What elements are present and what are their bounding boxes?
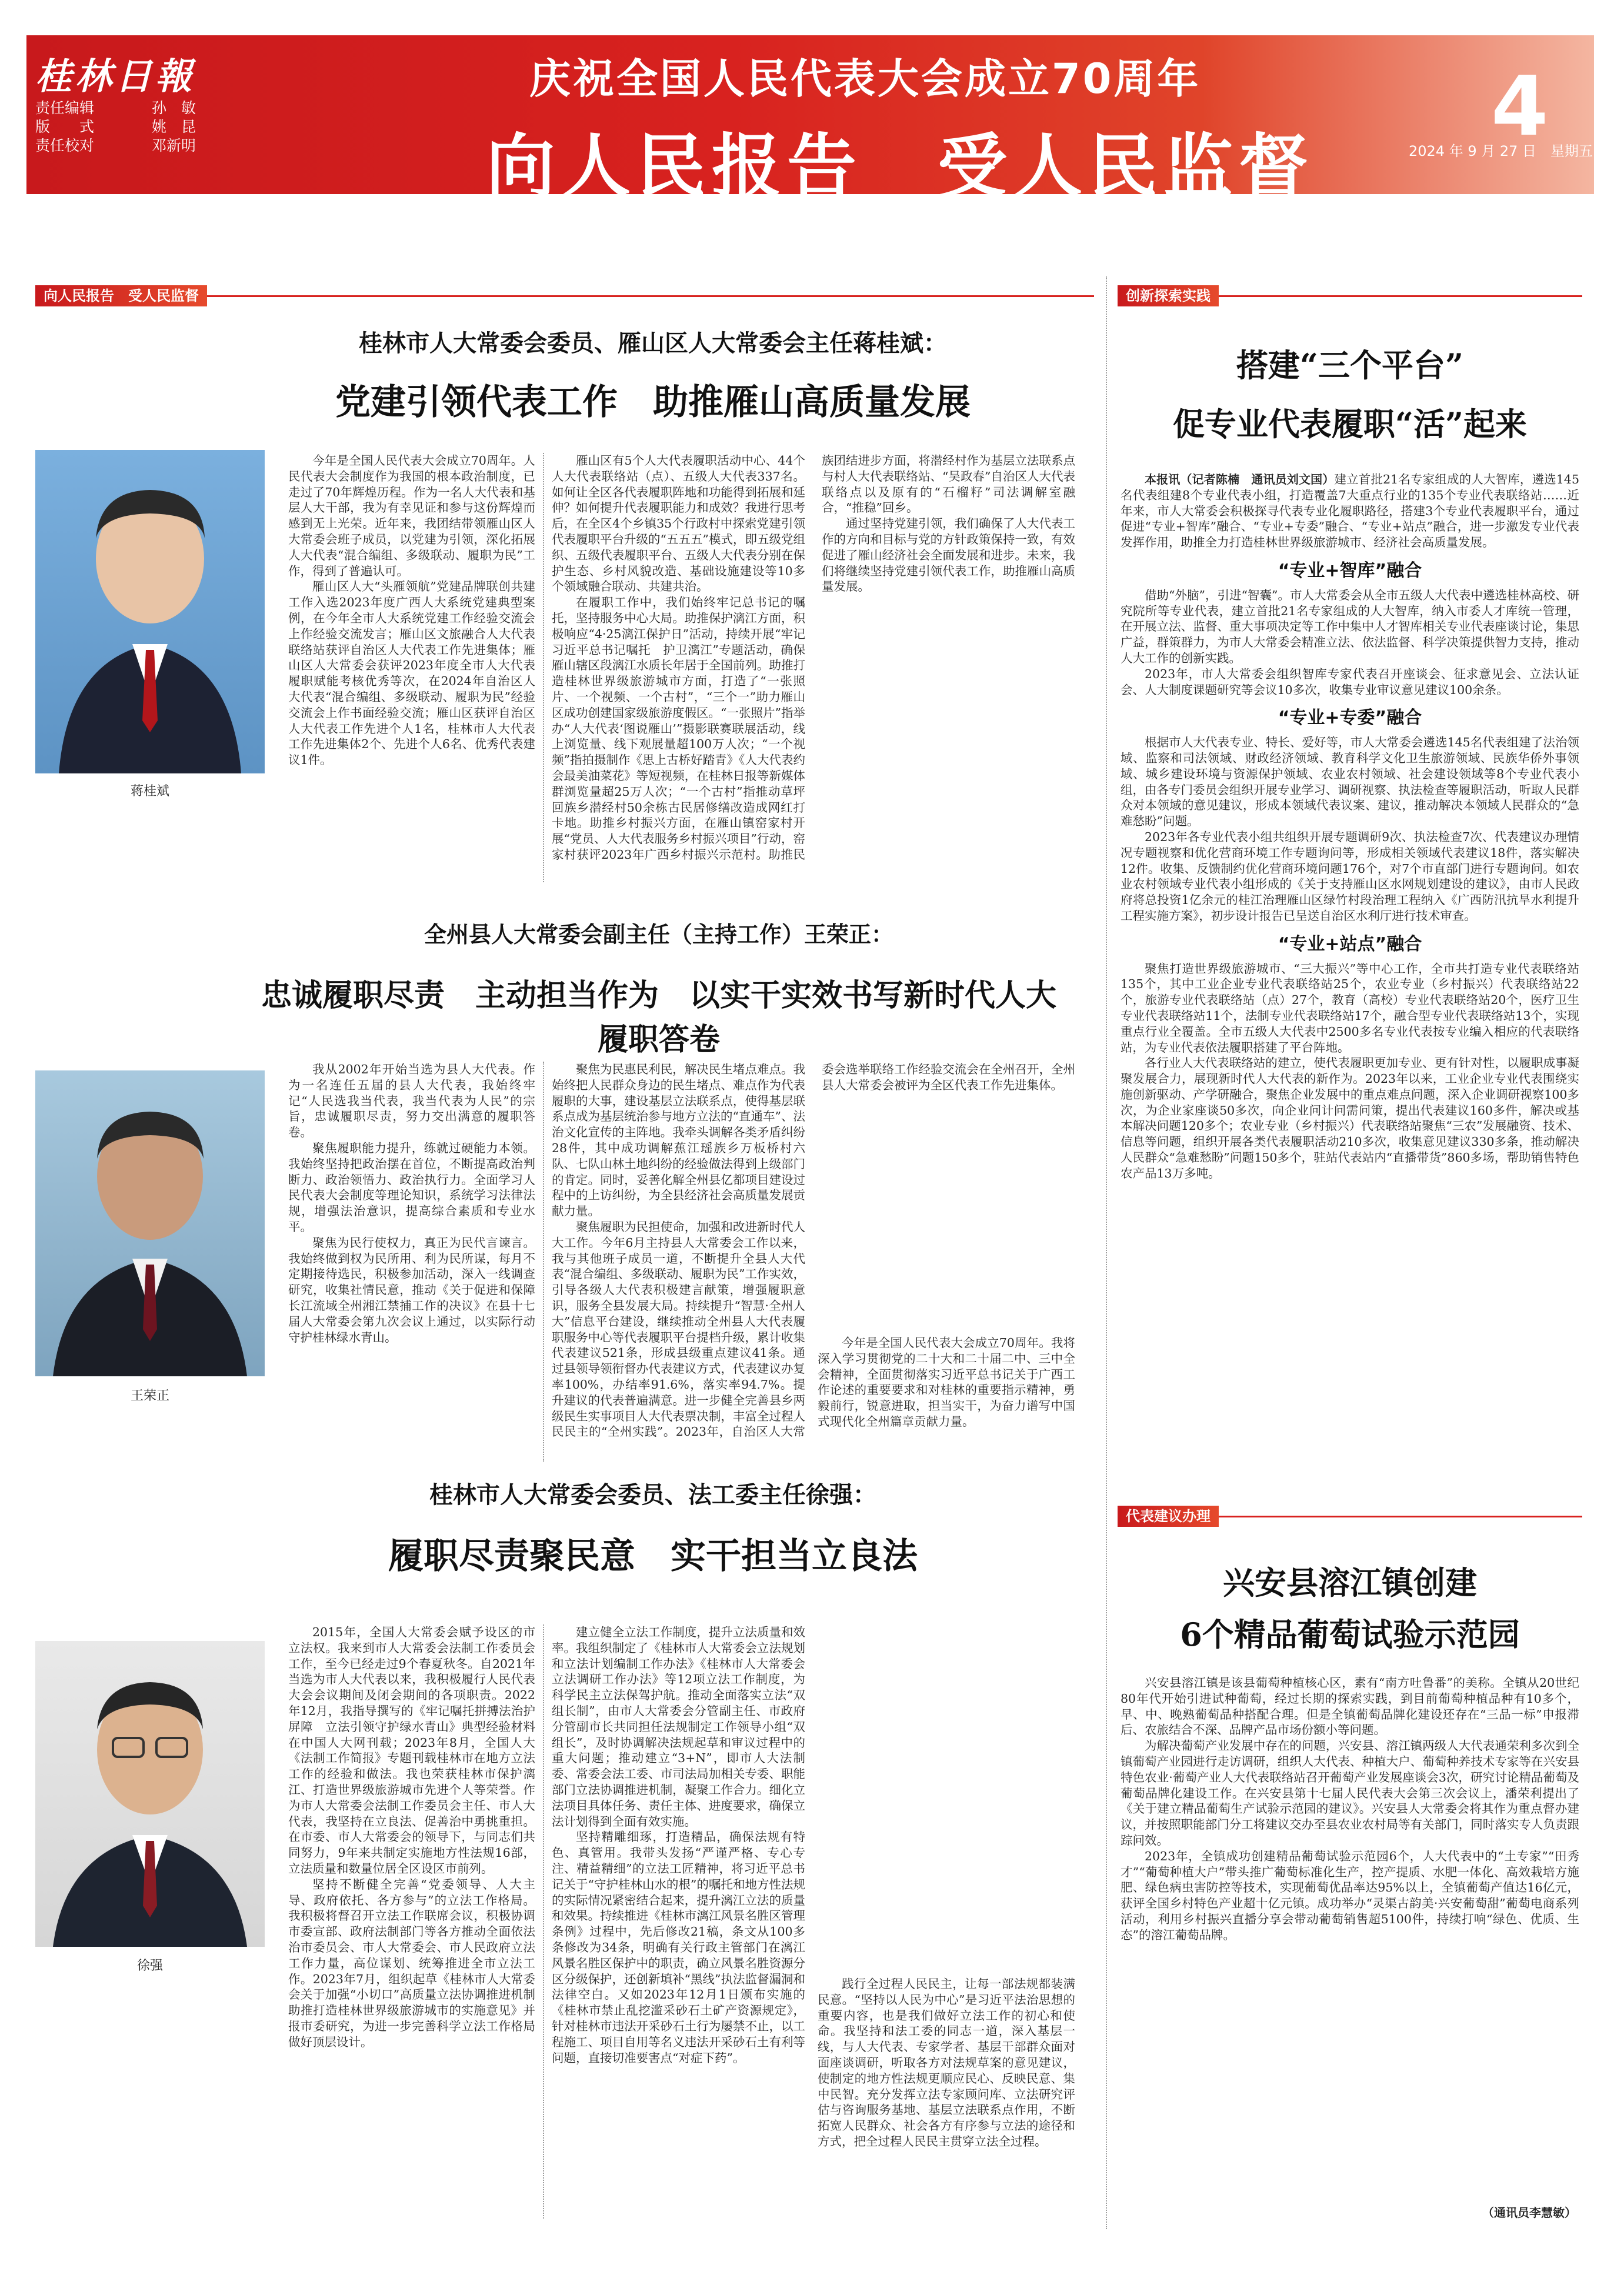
article4-subhead-3: “专业+站点”融合 — [1278, 933, 1422, 955]
paragraph: 在履职工作中，我们始终牢记总书记的嘱托，坚持服务中心大局。助推保护漓江方面，积极响应“4·25漓江保护日”活动，持续开展“牢记习近平总书记嘱托 护卫漓江”专题活动，确保雁山辖区段漓江水质长年居于全国前列。助推打造桂林世界级旅游城市方面，打造了“一张照片、一个视频、一个古村”，“三个一”助力雁山区成功创建国家级旅游度假区。“一张照片”指举办“人大代表‘图说雁山’”摄影联赛联展活动，线上浏览量、线下观展量超100万人次；“一个视频”指拍摄制作《思上古桥好踏青》《人大代表约会最美油菜花》等短视频，在桂林日报等新媒体群浏览量超25万人次；“一个古村”指推动草坪回族乡潜经村50余栋古民居修缮改造成网红打卡地。助推乡村振兴方面，在雁山镇窑家村开展“党员、人大代表服务乡村振兴项目”行动，窑家村获评2023年广西乡村振兴示范村。助推民族团结进步方面，将潜经村作为基层立法联系点与村人大代表联络站、“吴政春”自治区人大代表联络点以及原有的“石榴籽”司法调解室融合，“推稳”回乡。 — [552, 453, 1075, 862]
article3-photo-caption: 徐强 — [136, 1959, 163, 1973]
staff-row: 责任校对 邓新明 — [35, 137, 196, 154]
column-separator — [1106, 276, 1107, 2229]
article2-photo — [35, 1070, 265, 1376]
paragraph: 聚焦为民惠民利民，解决民生堵点难点。我始终把人民群众身边的民生堵点、难点作为代表履职的大事，建设基层立法联系点，使得基层联系点成为基层统治参与地方立法的“直通车”、法治文化宣传的主阵地。我牵头调解各类矛盾纠纷28件，其中成功调解蕉江瑶族乡万板桥村六队、七队山林土地纠纷的经验做法得到上级部门的肯定。同时，妥善化解全州县亿都项目建设过程中的上访纠纷，为全县经济社会高质量发展贡献力量。 — [552, 1062, 805, 1219]
paragraph: 我从2002年开始当选为县人大代表。作为一名连任五届的县人大代表，我始终牢记“人民选我当代表，我当代表为人民”的宗旨，忠诚履职尽责，努力交出满意的履职答卷。 — [288, 1062, 535, 1140]
paragraph: 践行全过程人民民主，让每一部法规都装满民意。“坚持以人民为中心”是习近平法治思想的重要内容，也是我们做好立法工作的初心和使命。我坚持和法工委的同志一道，深入基层一线，与人大代表、专家学者、基层干部群众面对面座谈调研，听取各方对法规草案的意见建议，使制定的地方性法规更顺应民心、反映民意、集中民智。充分发挥立法专家顾问库、立法研究评估与咨询服务基地、基层立法联系点作用，不断拓宽人民群众、社会各方有序参与立法的途径和方式，把全过程人民民主贯穿立法全过程。 — [818, 1977, 1075, 2149]
paragraph: 建立健全立法工作制度，提升立法质量和效率。我组织制定了《桂林市人大常委会立法规划和立法计划编制工作办法》《桂林市人大常委会立法调研工作办法》等12项立法工作制度，为科学民主立法保驾护航。推动全面落实立法“双组长制”，由市人大常委会分管副主任、市政府分管副市长共同担任法规制定工作领导小组“双组长”，及时协调解决法规起草和审议过程中的重大问题；推动建立“3+N”，即市人大法制委、常委会法工委、市司法局加相关专委、职能部门立法协调推进机制，凝聚工作合力。细化立法项目具体任务、责任主体、进度要求，确保立法计划得到全面有效实施。 — [552, 1625, 805, 1829]
staff-row: 责任编辑 孙 敏 — [35, 99, 196, 116]
paragraph: 坚持不断健全完善“党委领导、人大主导、政府依托、各方参与”的立法工作格局。我积极将督召开立法工作联席会议，积极协调市委宣部、政府法制部门等各方推动全面依法治市委员会、市人大常委会、市人民政府立法工作力量，高位谋划、统筹推进全市立法工作。2023年7月，组织起草《桂林市人大常委会关于加强“小切口”高质量立法协调推进机制 助推打造桂林世界级旅游城市的实施意见》并报市委研究，为进一步完善科学立法工作格局做好顶层设计。 — [288, 1877, 548, 2049]
article5-body — [1121, 1675, 1579, 2193]
article2-title: 忠诚履职尽责 主动担当作为 以实干实效书写新时代人大履职答卷 — [261, 978, 1056, 1058]
column-divider — [543, 1062, 544, 1462]
staff-list — [35, 99, 196, 155]
paragraph: 为解决葡萄产业发展中存在的问题，兴安县、溶江镇两级人大代表通荣利多次到全镇葡萄产业园进行走访调研，组织人大代表、种植大户、葡萄种养技术专家等在兴安县特色农业·葡萄产业人大代表联络站召开葡萄产业发展座谈会3次，研究讨论精品葡萄及葡萄品牌化建设工作。在兴安县第十七届人民代表大会第三次会议上，潘荣利提出了《关于建立精品葡萄生产试验示范园的建议》。兴安县人大常委会将其作为重点督办建议，并按照职能部门分工将建议交办至县农业农村局等有关部门，同时落实专人负责跟踪问效。 — [1121, 1739, 1579, 1847]
column-divider — [543, 453, 544, 882]
paragraph: 今年是全国人民代表大会成立70周年。我将深入学习贯彻党的二十大和二十届二中、三中全会精神，全面贯彻落实习近平总书记关于广西工作论述的重要要求和对桂林的重要指示精神，勇毅前行，锐意进取，担当实干，为奋力谱写中国式现代化全州篇章贡献力量。 — [818, 1336, 1075, 1429]
paragraph: 兴安县溶江镇是该县葡萄种植核心区，素有“南方吐鲁番”的美称。全镇从20世纪80年代开始引进试种葡萄，经过长期的探索实践，到目前葡萄种植品种有10多个，早、中、晚熟葡萄品种搭配合理。但是全镇葡萄品牌化建设还存在“三品一标”申报滞后、农旅结合不深、品牌产品市场份额小等问题。 — [1121, 1676, 1579, 1737]
article4-subhead-2: “专业+专委”融合 — [1278, 708, 1422, 729]
newspaper-logo: 桂林日報 — [35, 55, 196, 98]
article2-col3 — [818, 1335, 1075, 1462]
article3-col3 — [818, 1976, 1075, 2219]
paragraph: 2015年，全国人大常委会赋予设区的市立法权。我来到市人大常委会法制工作委员会工作，至今已经走过9个春夏秋冬。自2021年当选为市人大代表以来，我积极履行人民代表大会会议期间及闭会期间的各项职责。2022年12月，我指导撰写的《牢记嘱托拼搏法治护屏障 立法引领守护绿水青山》典型经验材料在中国人大网刊载；2023年8月，全国人大《法制工作简报》专题刊载桂林市在地方立法工作的经验和做法。我也荣获桂林市保护漓江、打造世界级旅游城市先进个人等荣誉。作为市人大常委会法制工作委员会主任、市人大代表，我坚持在立良法、促善治中勇挑重担。在市委、市人大常委会的领导下，与同志们共同努力，9年来共制定实施地方性法规16部，立法质量和数量位居全区设区市前列。 — [288, 1625, 535, 1876]
publish-date: 2024 年 9 月 27 日 星期五 — [1409, 143, 1593, 159]
portrait-icon — [35, 1070, 265, 1376]
article3-intro: 桂林市人大常委会委员、法工委主任徐强： — [429, 1482, 876, 1509]
paragraph: 借助“外脑”，引进“智囊”。市人大常委会从全市五级人大代表中遴选桂林高校、研究院所等专业代表，建立首批21名专家组成的人大智库，纳入市委人才库统一管理，在开展立法、监督、重大事项决定等工作中集中人才智库相关专业代表座谈讨论，集思广益，群策群力，为市人大常委会精准立法、依法监督、科学决策提供智力支持，推动人大工作的创新实践。 — [1121, 588, 1579, 665]
staff-row: 版 式 姚 昆 — [35, 118, 196, 135]
article5-credit: （通讯员李慧敏） — [1482, 2206, 1576, 2220]
article4-body: 本报讯（记者陈楠 通讯员刘文国）建立首批21名专家组成的人大智库，遴选145名代表组建8个专业代表小组，打造覆盖7大重点行业的135个专业代表联络站……近年来，市人大常委会积极探寻代表专业化履职路径，搭建3个专业代表履职平台，通过促进“专业+智库”融合、“专业+专委”融合、“专业+站点”融合，进一步激发专业代表发挥作用，助推全力打造桂林世界级旅游城市、经济社会高质量发展。 “专业+智库”融合 借助“外脑”，引进“智囊”。市人大常委会从全市五级人大代表中遴选桂林高校、研究院所等专业代表，建立首批21名专家组成的人大智库，纳入市委人才库统一管理，在开展立法、监督、重大事项决定等工作中集中人才智库相关专业代表座谈讨论，集思广益，群策群力，为市人大常委会精准立法、依法监督、科学决策提供智力支持，推动人大工作的创新实践。 2023年，市人大常委会组织智库专家代表召开座谈会、征求意见会、立法认证会、人大制度课题研究等会议10多次，收集专业审议意见建议100余条。 “专业+专委”融合 根据市人大代表专业、特长、爱好等，市人大常委会遴选145名代表组建了法治领域、监察和司法领域、财政经济领域、教育科学文化卫生旅游领域、民族华侨外事领域、城乡建设环境与资源保护领域、农业农村领域、社会建设领域等8个专业代表小组，由各专门委员会组织开展专业学习、调研视察、执法检查等履职活动，听取人民群众对本领域的意见建议，形成本领域代表议案、建议，推动解决本领域人民群众的“急难愁盼”问题。 2023年各专业代表小组共组织开展专题调研9次、执法检查7次、代表建议办理情况专题视察和优化营商环境工作专题询问等，形成相关领域代表建议18件，落实解决12件。收集、反馈制约优化营商环境问题176个，对7个市直部门进行专题询问。如农业农村领域专业代表小组形成的《关于支持雁山区水网规划建设的建议》，由市人民政府将总投资1亿余元的桂江治理雁山区绿竹村段治理工程纳入《广西防汛抗旱水利提升工程实施方案》，初步设计报告已呈送自治区水利厅进行技术审查。 “专业+站点”融合 聚焦打造世界级旅游城市、“三大振兴”等中心工作，全市共打造专业代表联络站135个，其中工业企业专业代表联络站25个，农业专业（乡村振兴）代表联络站22个，旅游专业代表联络站（点）27个，教育（高校）专业代表联络站20个，医疗卫生专业代表联络站11个，法制专业代表联络站17个，融合型专业代表联络站13个，实现重点行业全覆盖。全市五级人大代表中2500多名专业代表按专业编入相应的代表联络站，为专业代表依法履职搭建了平台阵地。 各行业人大代表联络站的建立，使代表履职更加专业、更有针对性，以履职成事凝聚发展合力，展现新时代人大代表的新作为。2023年以来，工业企业专业代表围绕实施创新驱动、产学研融合，聚焦企业发展中的重点难点问题，深入企业调研视察100多次，为企业家座谈50多次，向企业问计问需问策，提出代表建议160多件，解决或基本解决问题120多个；农业专业（乡村振兴）代表联络站聚焦“三农”发展融资、技术、信息等问题，组织开展各类代表履职活动210多次，收集意见建议330多条，推动解决人民群众“急难愁盼”问题150多个，驻站代表站内“直播带货”860多场，帮助销售特色农产品13万多吨。 — [1121, 472, 1580, 1180]
paragraph: 聚焦履职为民担使命，加强和改进新时代人大工作。今年6月主持县人大常委会工作以来，我与其他班子成员一道，不断提升全县人大代表“混合编组、多级联动、履职为民”工作实效，引导各级人大代表积极建言献策，增强履职意识，服务全县发展大局。持续提升“智慧·全州人大”信息平台建设，继续推动全州县人大代表履职服务中心等代表履职平台提档升级，累计收集代表建议521条，形成县级重点建议41条。通过县领导领衔督办代表建议方式，代表建议办复率100%，办结率91.6%，落实率94.7%。提升建议的代表普遍满意。进一步健全完善县乡两级民生实事项目人大代表票决制，丰富全过程人民民主的“全州实践”。2023年，自治区人大常委会选举联络工作经验交流会在全州召开，全州县人大常委会被评为全区代表工作先进集体。 — [552, 1062, 1075, 1439]
article1-col1 — [288, 453, 535, 882]
article4-title-line2: 促专业代表履职“活”起来 — [1172, 405, 1528, 443]
article5-title-line1: 兴安县溶江镇创建 — [1223, 1564, 1477, 1602]
portrait-icon — [35, 1641, 265, 1947]
paragraph: 各行业人大代表联络站的建立，使代表履职更加专业、更有针对性，以履职成事凝聚发展合力，展现新时代人大代表的新作为。2023年以来，工业企业专业代表围绕实施创新驱动、产学研融合，聚焦企业发展中的重点难点问题，深入企业调研视察100多次，为企业家座谈50多次，向企业问计问需问策，提出代表建议160多件，解决或基本解决问题120多个；农业专业（乡村振兴）代表联络站聚焦“三农”发展融资、技术、信息等问题，组织开展各类代表履职活动210多次，收集意见建议330多条，推动解决人民群众“急难愁盼”问题150多个，驻站代表站内“直播带货”860多场，帮助销售特色农产品13万多吨。 — [1121, 1056, 1579, 1180]
article4-subhead-1: “专业+智库”融合 — [1278, 560, 1422, 581]
paragraph: 雁山区人大“头雁领航”党建品牌联创共建工作入选2023年度广西人大系统党建典型案例，在今年全市人大系统党建工作经验交流会上作经验交流发言；雁山区文旅融合人大代表联络站获评自治区人大代表工作先进集体；雁山区人大常委会获评2023年度全市人大代表履职赋能考核优秀等次，在2024年自治区人大代表“混合编组、多级联动、履职为民”经验交流会上作书面经验交流；雁山区获评自治区人大代表工作先进个人1名，桂林市人大代表工作先进集体2个、先进个人6名、优秀代表建议1件。 — [288, 579, 535, 768]
paragraph: 坚持精雕细琢，打造精品，确保法规有特色、真管用。我带头发扬“严谨严格、专心专注、精益精细”的立法工匠精神，将习近平总书记关于“守护桂林山水的根”的嘱托和地方性法规的实际情况紧密结合起来，提升漓江立法的质量和效果。持续推进《桂林市漓江风景名胜区管理条例》过程中，先后修改21稿，条文从100多条修改为34条，明确有关行政主管部门在漓江风景名胜区保护中的职责，确立风景名胜资源分区分级保护，还创新填补“黑线”执法监督漏洞和法律空白。又如2023年12月1日颁布实施的《桂林市禁止乱挖滥采砂石土矿产资源规定》，针对桂林市违法开采砂石土行为屡禁不止，以工程施工、项目自用等名义违法开采砂石土有利等问题，直接切准要害点“对症下药”。 — [552, 1830, 805, 2065]
paragraph: 2023年，全镇成功创建精品葡萄试验示范园6个，人大代表中的“土专家”“田秀才”“葡萄种植大户”带头推广葡萄标准化生产，控产提质、水肥一体化、高效栽培方施肥、绿色病虫害防控等技术，实现葡萄优品率达95%以上，全镇葡萄产值达16亿元，获评全国乡村特色产业超十亿元镇。成功举办“灵渠古韵美·兴安葡萄甜”葡萄电商系列活动，利用乡村振兴直播分享会带动葡萄销售超5100件，持续打响“绿色、优质、生态”的溶江葡萄品牌。 — [1121, 1849, 1579, 1942]
masthead-headline: 向人民报告 受人民监督 — [486, 126, 1315, 207]
section-tag-innovation: 创新探索实践 — [1118, 285, 1582, 306]
article2-col1 — [288, 1062, 535, 1462]
paragraph: 通过坚持党建引领，我们确保了人大代表工作的方向和目标与党的方针政策保持一致，有效促进了雁山经济社会全面发展和进步。未来，我们将继续坚持党建引领代表工作，助推雁山高质量发展。 — [822, 516, 1075, 594]
article4-title-line1: 搭建“三个平台” — [1236, 346, 1464, 384]
paragraph: 根据市人大代表专业、特长、爱好等，市人大常委会遴选145名代表组建了法治领域、监察和司法领域、财政经济领域、教育科学文化卫生旅游领域、民族华侨外事领域、城乡建设环境与资源保护领域、农业农村领域、社会建设领域等8个专业代表小组，由各专门委员会组织开展专业学习、调研视察、执法检查等履职活动，听取人民群众对本领域的意见建议，形成本领域代表议案、建议，推动解决本领域人民群众的“急难愁盼”问题。 — [1121, 735, 1579, 829]
article2-photo-caption: 王荣正 — [130, 1389, 169, 1403]
paragraph: 2023年各专业代表小组共组织开展专题调研9次、执法检查7次、代表建议办理情况专题视察和优化营商环境工作专题询问等，形成相关领域代表建议18件，落实解决12件。收集、反馈制约优化营商环境问题176个，对7个市直部门进行专题询问。如农业农村领域专业代表小组形成的《关于支持雁山区水网规划建设的建议》，由市人民政府将总投资1亿余元的桂江治理雁山区绿竹村段治理工程纳入《广西防汛抗旱水利提升工程实施方案》，初步设计报告已呈送自治区水利厅进行技术审查。 — [1121, 829, 1579, 923]
article1-intro: 桂林市人大常委会委员、雁山区人大常委会主任蒋桂斌： — [359, 330, 947, 357]
section-tag-left: 向人民报告 受人民监督 — [35, 285, 1094, 306]
article3-photo — [35, 1641, 265, 1947]
page-number: 4 — [1491, 59, 1549, 155]
masthead-subheadline: 庆祝全国人民代表大会成立70周年 — [529, 55, 1201, 103]
article1-col2 — [552, 453, 1075, 865]
column-divider — [543, 1624, 544, 2219]
article2-intro: 全州县人大常委会副主任（主持工作）王荣正： — [423, 922, 893, 948]
section-tag-suggestions: 代表建议办理 — [1118, 1506, 1582, 1527]
paragraph: 聚焦履职能力提升，练就过硬能力本领。我始终坚持把政治摆在首位，不断提高政治判断力、政治领悟力、政治执行力。全面学习人民代表大会制度等理论知识，系统学习法律法规，增强法治意识，提高综合素质和专业水平。 — [288, 1140, 535, 1234]
paragraph: 聚焦为民行使权力，真正为民代言谏言。我始终做到权为民所用、利为民所谋，每月不定期接待选民，积极参加活动，深入一线调查研究，收集社情民意，推动《关于促进和保障长江流域全州湘江禁捕工作的决议》在县十七届人大常委会第九次会议上通过，以实际行动守护桂林绿水青山。 — [288, 1235, 535, 1345]
article3-title: 履职尽责聚民意 实干担当立良法 — [388, 1536, 918, 1577]
paragraph: 2023年，市人大常委会组织智库专家代表召开座谈会、征求意见会、立法认证会、人大制度课题研究等会议10多次，收集专业审议意见建议100余条。 — [1121, 666, 1579, 697]
article1-photo-caption: 蒋桂斌 — [130, 784, 169, 799]
article3-col1 — [288, 1624, 548, 2219]
portrait-icon — [35, 450, 265, 773]
paragraph: 聚焦打造世界级旅游城市、“三大振兴”等中心工作，全市共打造专业代表联络站135个，其中工业企业专业代表联络站25个，农业专业（乡村振兴）代表联络站22个，旅游专业代表联络站（点）27个，教育（高校）专业代表联络站20个，医疗卫生专业代表联络站11个，法制专业代表联络站17个，融合型专业代表联络站13个，实现重点行业全覆盖。全市五级人大代表中2500多名专业代表按专业编入相应的代表联络站，为专业代表依法履职搭建了平台阵地。 — [1121, 961, 1579, 1055]
article1-photo — [35, 450, 265, 773]
article4-byline: 本报讯（记者陈楠 通讯员刘文国） — [1145, 472, 1335, 486]
article1-title: 党建引领代表工作 助推雁山高质量发展 — [335, 382, 971, 423]
paragraph: 今年是全国人民代表大会成立70周年。人民代表大会制度作为我国的根本政治制度，已走过了70年辉煌历程。作为一名人大代表和基层人大干部，我为有幸见证和参与这份辉煌而感到无上光荣。近年来，我团结带领雁山区人大常委会班子成员，以党建为引领，深化拓展人大代表“混合编组、多级联动、履职为民”工作，得到了普遍认可。 — [288, 453, 535, 578]
article5-title-line2: 6个精品葡萄试验示范园 — [1180, 1616, 1520, 1653]
paragraph: 雁山区有5个人大代表履职活动中心、44个人大代表联络站（点）、五级人大代表337名。如何让全区各代表履职阵地和功能得到拓展和延伸？如何提升代表履职能力和成效？我进行思考后，在全区4个乡镇35个行政村中探索党建引领代表履职平台升级的“五五五”模式，即五级党组织、五级代表履职平台、五级人大代表分别在保护生态、乡村风貌改造、基础设施建设等10多个领域融合联动、共建共治。 — [552, 453, 805, 594]
masthead — [0, 0, 1624, 206]
